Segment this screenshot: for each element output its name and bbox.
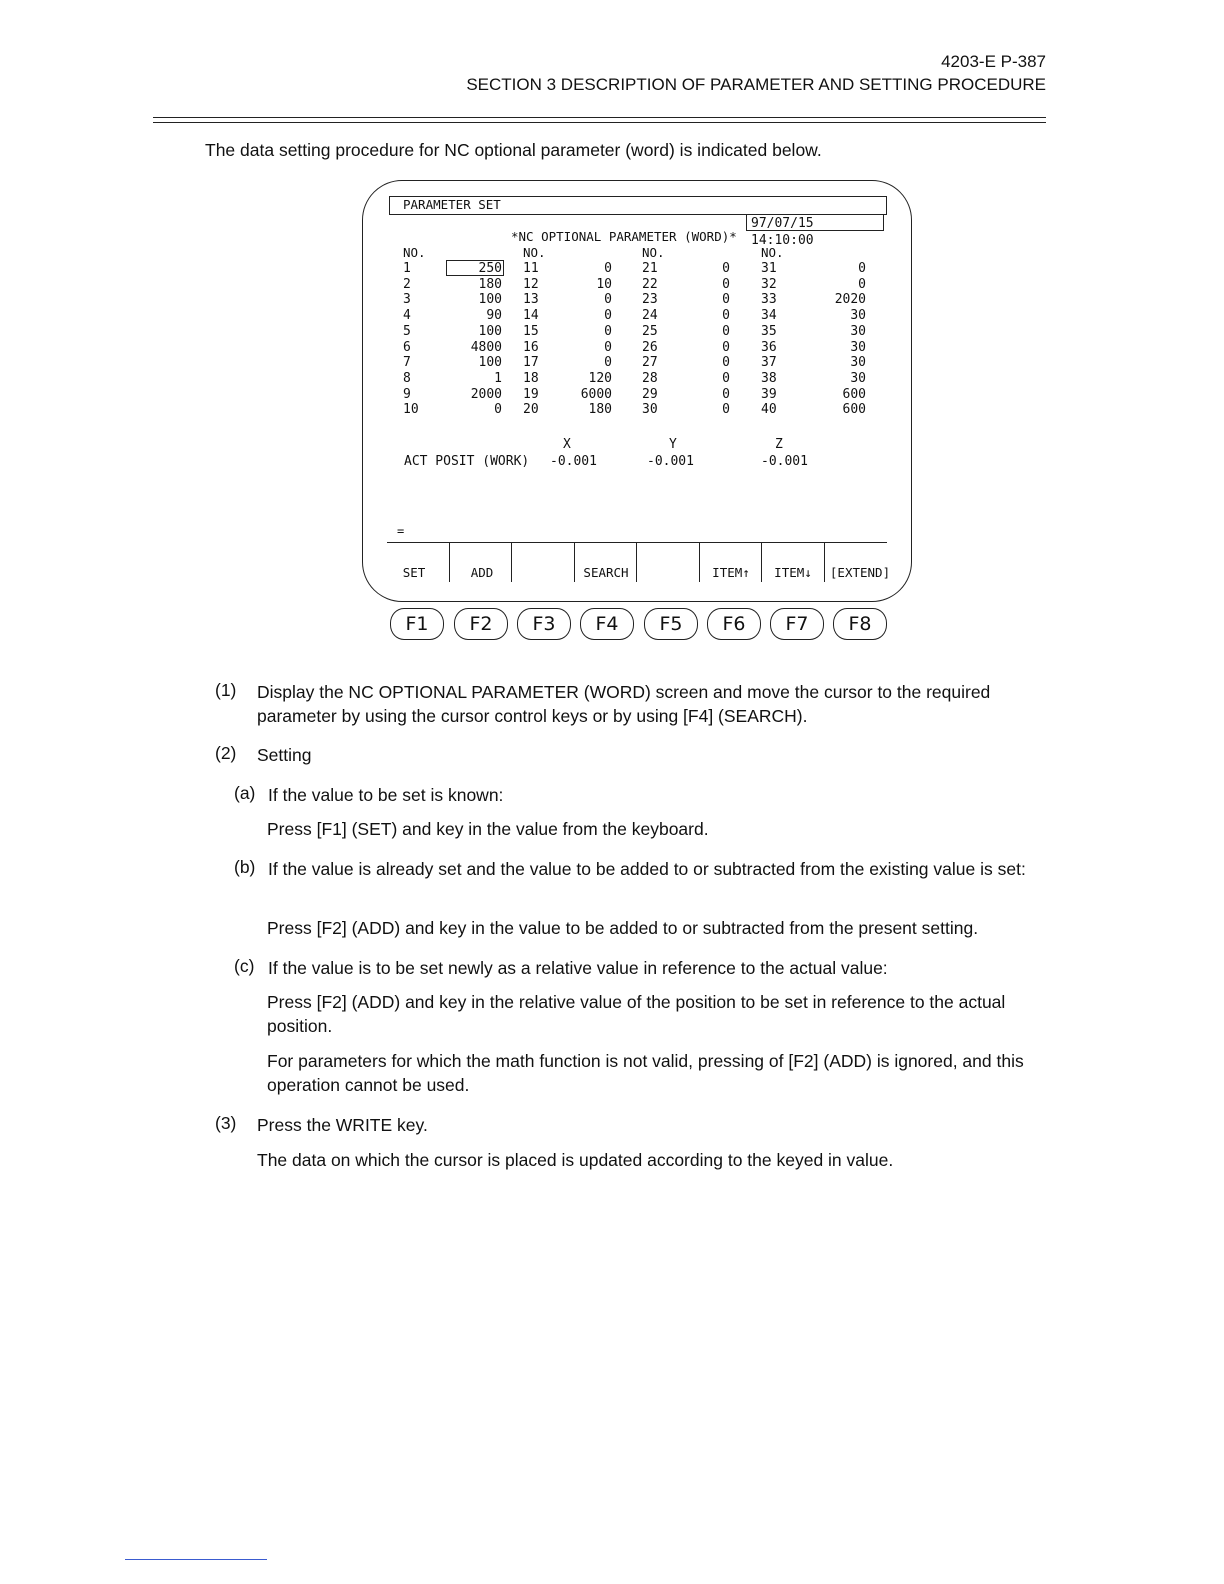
function-separator xyxy=(824,542,825,582)
parameter-screen xyxy=(362,180,912,602)
f1-key[interactable]: F1 xyxy=(390,608,444,640)
section-heading: SECTION 3 DESCRIPTION OF PARAMETER AND SETTING PROCEDURE xyxy=(466,75,1046,94)
step-2-text: Setting xyxy=(257,745,312,765)
function-label-extend[interactable]: [EXTEND] xyxy=(829,565,891,580)
f4-key[interactable]: F4 xyxy=(580,608,634,640)
sub-c-detail-1: Press [F2] (ADD) and key in the relative value of the position to be set in reference to the actual position. xyxy=(267,992,1006,1036)
step-3-text: Press the WRITE key. xyxy=(257,1115,428,1135)
parameter-no: 18 xyxy=(523,370,539,386)
parameter-value[interactable]: 0 xyxy=(722,339,730,355)
parameter-no: 15 xyxy=(523,323,539,339)
no-header: NO. xyxy=(642,245,665,260)
parameter-value[interactable]: 180 xyxy=(588,402,612,418)
parameter-row xyxy=(363,261,911,277)
input-prompt[interactable]: = xyxy=(397,524,405,538)
parameter-value[interactable]: 2000 xyxy=(470,386,502,402)
parameter-no: 12 xyxy=(523,276,539,292)
no-header: NO. xyxy=(523,245,546,260)
parameter-no: 9 xyxy=(403,386,411,402)
parameter-value[interactable]: 0 xyxy=(722,386,730,402)
sub-b-number: (b) xyxy=(234,857,256,877)
parameter-value[interactable]: 0 xyxy=(494,402,502,418)
axis-label-y: Y xyxy=(669,437,677,452)
parameter-value[interactable]: 30 xyxy=(850,308,866,324)
intro-text: The data setting procedure for NC optional parameter (word) is indicated below. xyxy=(205,140,822,160)
parameter-no: 7 xyxy=(403,355,411,371)
parameter-no: 24 xyxy=(642,308,658,324)
parameter-no: 10 xyxy=(403,402,419,418)
axis-label-x: X xyxy=(563,437,571,452)
sub-c-number: (c) xyxy=(234,956,255,976)
parameter-no: 31 xyxy=(761,261,777,276)
parameter-value[interactable]: 0 xyxy=(604,292,612,308)
act-value-y: -0.001 xyxy=(647,454,694,469)
parameter-value[interactable]: 0 xyxy=(722,308,730,324)
parameter-no: 1 xyxy=(403,261,411,276)
parameter-row xyxy=(363,324,911,340)
parameter-value[interactable]: 0 xyxy=(722,323,730,339)
parameter-value[interactable]: 0 xyxy=(858,276,866,292)
parameter-no: 27 xyxy=(642,355,658,371)
parameter-no: 20 xyxy=(523,402,539,418)
parameter-no: 29 xyxy=(642,386,658,402)
parameter-no: 39 xyxy=(761,386,777,402)
parameter-value[interactable]: 600 xyxy=(842,402,866,418)
screen-title-box-label: PARAMETER SET xyxy=(403,197,501,212)
parameter-no: 23 xyxy=(642,292,658,308)
parameter-value[interactable]: 0 xyxy=(722,402,730,418)
step-3-detail: The data on which the cursor is placed is updated according to the keyed in value. xyxy=(257,1150,894,1170)
parameter-value[interactable]: 0 xyxy=(604,355,612,371)
sub-a-number: (a) xyxy=(234,783,256,803)
parameter-no: 2 xyxy=(403,276,411,292)
parameter-no: 14 xyxy=(523,308,539,324)
parameter-value[interactable]: 30 xyxy=(850,370,866,386)
parameter-no: 33 xyxy=(761,292,777,308)
screen-title: *NC OPTIONAL PARAMETER (WORD)* xyxy=(511,229,737,244)
sub-a-detail: Press [F1] (SET) and key in the value from the keyboard. xyxy=(267,819,709,839)
function-label-search[interactable]: SEARCH xyxy=(583,565,629,580)
parameter-value[interactable]: 1 xyxy=(494,370,502,386)
act-value-x: -0.001 xyxy=(550,454,597,469)
parameter-value[interactable]: 0 xyxy=(722,355,730,371)
parameter-no: 36 xyxy=(761,339,777,355)
parameter-value[interactable]: 100 xyxy=(478,323,502,339)
parameter-value[interactable]: 0 xyxy=(858,261,866,276)
parameter-no: 16 xyxy=(523,339,539,355)
parameter-no: 5 xyxy=(403,323,411,339)
parameter-no: 13 xyxy=(523,292,539,308)
f3-key[interactable]: F3 xyxy=(517,608,571,640)
parameter-no: 34 xyxy=(761,308,777,324)
f7-key[interactable]: F7 xyxy=(770,608,824,640)
parameter-value[interactable]: 30 xyxy=(850,323,866,339)
header-rule xyxy=(153,117,1046,118)
step-1-text: Display the NC OPTIONAL PARAMETER (WORD) screen and move the cursor to the required parameter by using the cursor control keys or by using [F4] (SEARCH). xyxy=(257,682,991,726)
step-1-number: (1) xyxy=(215,680,237,700)
parameter-row xyxy=(363,355,911,371)
step-2-number: (2) xyxy=(215,743,237,763)
parameter-no: 26 xyxy=(642,339,658,355)
parameter-value[interactable]: 120 xyxy=(588,370,612,386)
function-label-item-down[interactable]: ITEM↓ xyxy=(774,565,812,580)
function-separator xyxy=(449,542,450,582)
step-3-number: (3) xyxy=(215,1113,237,1133)
no-header: NO. xyxy=(403,245,426,260)
parameter-value[interactable]: 2020 xyxy=(834,292,866,308)
parameter-no: 30 xyxy=(642,402,658,418)
parameter-row xyxy=(363,277,911,293)
parameter-no: 37 xyxy=(761,355,777,371)
parameter-value[interactable]: 0 xyxy=(722,292,730,308)
act-posit-label: ACT POSIT (WORK) xyxy=(404,454,530,469)
parameter-no: 28 xyxy=(642,370,658,386)
parameter-no: 3 xyxy=(403,292,411,308)
parameter-no: 22 xyxy=(642,276,658,292)
function-label-add[interactable]: ADD xyxy=(470,565,494,580)
parameter-no: 25 xyxy=(642,323,658,339)
footer-line xyxy=(125,1559,267,1560)
parameter-value[interactable]: 0 xyxy=(604,261,612,276)
parameter-row xyxy=(363,340,911,356)
parameter-value[interactable]: 30 xyxy=(850,339,866,355)
parameter-value[interactable]: 180 xyxy=(478,276,502,292)
sub-a-text: If the value to be set is known: xyxy=(268,785,504,805)
no-header: NO. xyxy=(761,245,784,260)
parameter-no: 40 xyxy=(761,402,777,418)
parameter-no: 17 xyxy=(523,355,539,371)
function-bar-line xyxy=(387,542,887,543)
parameter-value[interactable]: 100 xyxy=(478,292,502,308)
parameter-value[interactable]: 0 xyxy=(604,308,612,324)
parameter-no: 21 xyxy=(642,261,658,276)
parameter-value[interactable]: 10 xyxy=(596,276,612,292)
datetime-display: 97/07/15 14:10:00 xyxy=(746,214,884,231)
header-rule-thin xyxy=(153,122,1046,123)
parameter-value[interactable]: 30 xyxy=(850,355,866,371)
parameter-row xyxy=(363,292,911,308)
parameter-value[interactable]: 90 xyxy=(486,308,502,324)
function-label-set[interactable]: SET xyxy=(402,565,426,580)
parameter-value[interactable]: 0 xyxy=(722,276,730,292)
parameter-row xyxy=(363,371,911,387)
parameter-value[interactable]: 100 xyxy=(478,355,502,371)
sub-c-detail-2: For parameters for which the math function is not valid, pressing of [F2] (ADD) is ignored, and this operation cannot be used. xyxy=(267,1051,1024,1095)
parameter-value[interactable]: 600 xyxy=(842,386,866,402)
parameter-value[interactable]: 4800 xyxy=(470,339,502,355)
parameter-no: 19 xyxy=(523,386,539,402)
f5-key[interactable]: F5 xyxy=(644,608,698,640)
f2-key[interactable]: F2 xyxy=(454,608,508,640)
axis-label-z: Z xyxy=(775,437,783,452)
sub-c-text: If the value is to be set newly as a relative value in reference to the actual value: xyxy=(268,958,888,978)
parameter-row xyxy=(363,387,911,403)
parameter-no: 11 xyxy=(523,261,539,276)
parameter-row xyxy=(363,402,911,418)
parameter-no: 8 xyxy=(403,370,411,386)
parameter-no: 4 xyxy=(403,308,411,324)
sub-b-detail: Press [F2] (ADD) and key in the value to be added to or subtracted from the present setting. xyxy=(267,918,979,938)
page-id: 4203-E P-387 xyxy=(941,52,1046,71)
act-value-z: -0.001 xyxy=(761,454,808,469)
function-label-item-up[interactable]: ITEM↑ xyxy=(712,565,750,580)
parameter-value[interactable]: 250 xyxy=(478,261,502,276)
f8-key[interactable]: F8 xyxy=(833,608,887,640)
parameter-no: 35 xyxy=(761,323,777,339)
parameter-value[interactable]: 0 xyxy=(604,339,612,355)
parameter-value[interactable]: 6000 xyxy=(580,386,612,402)
parameter-value[interactable]: 0 xyxy=(604,323,612,339)
parameter-no: 38 xyxy=(761,370,777,386)
f6-key[interactable]: F6 xyxy=(707,608,761,640)
parameter-row xyxy=(363,308,911,324)
parameter-no: 6 xyxy=(403,339,411,355)
parameter-value[interactable]: 0 xyxy=(722,370,730,386)
parameter-no: 32 xyxy=(761,276,777,292)
sub-b-text: If the value is already set and the value to be added to or subtracted from the existing value is set: xyxy=(268,859,1026,879)
parameter-value[interactable]: 0 xyxy=(722,261,730,276)
